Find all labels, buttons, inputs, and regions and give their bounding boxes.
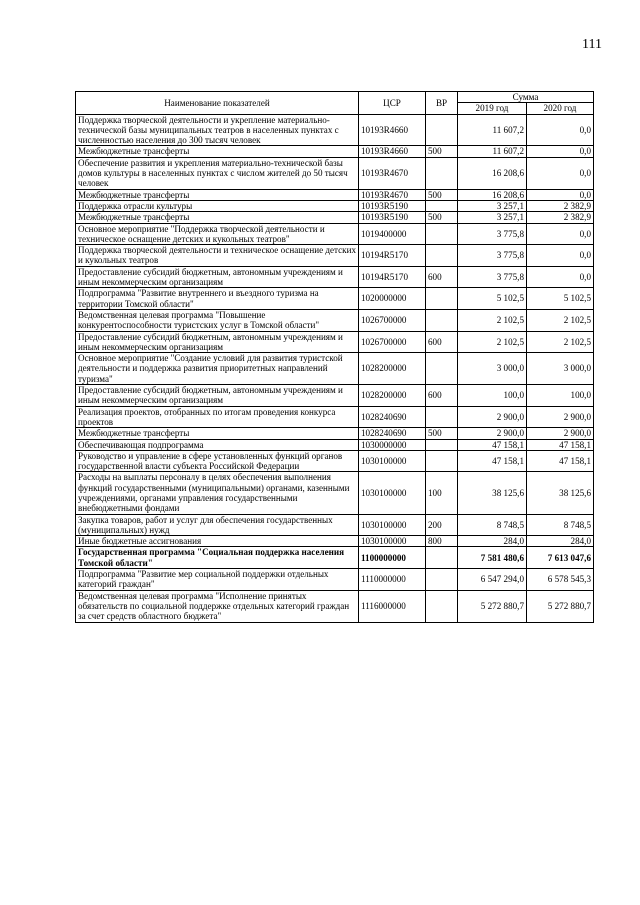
row-vr: 500 — [426, 428, 458, 439]
row-vr — [426, 223, 458, 245]
table-header — [76, 92, 594, 115]
row-vr — [426, 406, 458, 428]
row-value-2019: 38 125,6 — [458, 472, 527, 514]
header-sum: Сумма — [458, 92, 594, 103]
row-vr: 500 — [426, 189, 458, 200]
row-value-2020: 0,0 — [527, 266, 594, 288]
table-row — [76, 439, 594, 450]
row-value-2019: 5 272 880,7 — [458, 590, 527, 622]
row-name: Расходы на выплаты персоналу в целях обеспечения выполнения функций государственными (муниципальными) органами, казенными учреждениями, органами управления государственными внебюджетными фондами — [76, 472, 359, 514]
row-csr: 1100000000 — [359, 547, 426, 569]
row-csr: 1030100000 — [359, 536, 426, 547]
row-name: Предоставление субсидий бюджетным, автономным учреждениям и иным некоммерческим организациям — [76, 385, 359, 407]
table-row — [76, 547, 594, 569]
row-value-2019: 3 000,0 — [458, 353, 527, 385]
row-value-2019: 16 208,6 — [458, 189, 527, 200]
row-csr: 1026700000 — [359, 309, 426, 331]
row-vr — [426, 353, 458, 385]
row-vr — [426, 114, 458, 146]
row-value-2019: 16 208,6 — [458, 157, 527, 189]
row-value-2020: 0,0 — [527, 189, 594, 200]
row-value-2020: 7 613 047,6 — [527, 547, 594, 569]
table-row — [76, 472, 594, 514]
table-row — [76, 331, 594, 353]
row-value-2019: 3 775,8 — [458, 223, 527, 245]
row-csr: 1030100000 — [359, 472, 426, 514]
row-name: Межбюджетные трансферты — [76, 146, 359, 157]
row-value-2019: 3 775,8 — [458, 266, 527, 288]
table-row — [76, 569, 594, 591]
row-value-2020: 0,0 — [527, 223, 594, 245]
row-name: Ведомственная целевая программа "Повышение конкурентоспособности туристских услуг в Томской области" — [76, 309, 359, 331]
row-vr: 500 — [426, 212, 458, 223]
row-name: Основное мероприятие "Создание условий для развития туристской деятельности и поддержка развития приоритетных направлений туризма" — [76, 353, 359, 385]
page-number: 111 — [582, 37, 602, 52]
row-csr: 1028200000 — [359, 385, 426, 407]
row-csr: 10193R5190 — [359, 212, 426, 223]
row-vr: 800 — [426, 536, 458, 547]
row-csr: 1028200000 — [359, 353, 426, 385]
row-vr: 600 — [426, 266, 458, 288]
row-value-2019: 47 158,1 — [458, 439, 527, 450]
row-name: Государственная программа "Социальная поддержка населения Томской области" — [76, 547, 359, 569]
row-value-2020: 2 900,0 — [527, 406, 594, 428]
table-row — [76, 590, 594, 622]
row-vr — [426, 590, 458, 622]
row-value-2019: 2 900,0 — [458, 406, 527, 428]
row-value-2020: 2 900,0 — [527, 428, 594, 439]
row-value-2020: 8 748,5 — [527, 514, 594, 536]
row-csr: 10193R4660 — [359, 114, 426, 146]
row-name: Закупка товаров, работ и услуг для обеспечения государственных (муниципальных) нужд — [76, 514, 359, 536]
row-value-2019: 2 102,5 — [458, 309, 527, 331]
row-vr — [426, 309, 458, 331]
table-row — [76, 428, 594, 439]
row-csr: 1030100000 — [359, 450, 426, 472]
row-csr: 1110000000 — [359, 569, 426, 591]
table-row — [76, 353, 594, 385]
row-name: Реализация проектов, отобранных по итогам проведения конкурса проектов — [76, 406, 359, 428]
row-vr: 600 — [426, 331, 458, 353]
table-row — [76, 146, 594, 157]
row-vr — [426, 569, 458, 591]
row-csr: 1026700000 — [359, 331, 426, 353]
row-value-2019: 100,0 — [458, 385, 527, 407]
table-row — [76, 266, 594, 288]
table-row — [76, 406, 594, 428]
row-value-2019: 2 102,5 — [458, 331, 527, 353]
row-value-2020: 2 382,9 — [527, 200, 594, 211]
row-value-2020: 2 102,5 — [527, 331, 594, 353]
row-vr — [426, 245, 458, 267]
row-name: Ведомственная целевая программа "Исполнение принятых обязательств по социальной поддержке отдельных категорий граждан за счет средств областного бюджета" — [76, 590, 359, 622]
table-row — [76, 450, 594, 472]
row-name: Подпрограмма "Развитие внутреннего и въездного туризма на территории Томской области" — [76, 288, 359, 310]
row-csr: 1019400000 — [359, 223, 426, 245]
header-vr: ВР — [426, 92, 458, 115]
row-vr: 200 — [426, 514, 458, 536]
budget-table — [75, 91, 594, 623]
header-csr: ЦСР — [359, 92, 426, 115]
row-value-2019: 2 900,0 — [458, 428, 527, 439]
row-value-2020: 6 578 545,3 — [527, 569, 594, 591]
row-name: Поддержка творческой деятельности и техническое оснащение детских и кукольных театров — [76, 245, 359, 267]
row-value-2019: 284,0 — [458, 536, 527, 547]
row-csr: 1028240690 — [359, 406, 426, 428]
row-csr: 10193R4660 — [359, 146, 426, 157]
header-2019: 2019 год — [458, 103, 527, 114]
row-name: Подпрограмма "Развитие мер социальной поддержки отдельных категорий граждан" — [76, 569, 359, 591]
row-value-2020: 47 158,1 — [527, 450, 594, 472]
row-value-2020: 0,0 — [527, 157, 594, 189]
header-2020: 2020 год — [527, 103, 594, 114]
row-csr: 10193R4670 — [359, 157, 426, 189]
table-row — [76, 212, 594, 223]
row-vr — [426, 450, 458, 472]
row-value-2020: 0,0 — [527, 245, 594, 267]
table-row — [76, 288, 594, 310]
table-row — [76, 385, 594, 407]
row-name: Поддержка отрасли культуры — [76, 200, 359, 211]
row-value-2019: 5 102,5 — [458, 288, 527, 310]
row-value-2019: 47 158,1 — [458, 450, 527, 472]
row-vr — [426, 288, 458, 310]
row-name: Предоставление субсидий бюджетным, автономным учреждениям и иным некоммерческим организациям — [76, 331, 359, 353]
header-name: Наименование показателей — [76, 92, 359, 115]
table-row — [76, 245, 594, 267]
row-vr — [426, 157, 458, 189]
row-vr: 600 — [426, 385, 458, 407]
table-row — [76, 223, 594, 245]
row-value-2020: 0,0 — [527, 146, 594, 157]
row-csr: 10194R5170 — [359, 266, 426, 288]
table-row — [76, 189, 594, 200]
row-value-2020: 5 272 880,7 — [527, 590, 594, 622]
row-value-2020: 2 382,9 — [527, 212, 594, 223]
row-csr: 10193R5190 — [359, 200, 426, 211]
row-value-2019: 3 257,1 — [458, 200, 527, 211]
table-row — [76, 157, 594, 189]
row-name: Межбюджетные трансферты — [76, 428, 359, 439]
row-name: Межбюджетные трансферты — [76, 189, 359, 200]
row-value-2019: 11 607,2 — [458, 114, 527, 146]
table-row — [76, 309, 594, 331]
table-row — [76, 200, 594, 211]
table-row — [76, 514, 594, 536]
row-name: Обеспечивающая подпрограмма — [76, 439, 359, 450]
row-value-2019: 11 607,2 — [458, 146, 527, 157]
row-vr: 100 — [426, 472, 458, 514]
row-name: Межбюджетные трансферты — [76, 212, 359, 223]
row-value-2019: 3 257,1 — [458, 212, 527, 223]
table-row — [76, 114, 594, 146]
row-value-2020: 47 158,1 — [527, 439, 594, 450]
row-csr: 1030100000 — [359, 514, 426, 536]
row-name: Иные бюджетные ассигнования — [76, 536, 359, 547]
row-name: Предоставление субсидий бюджетным, автономным учреждениям и иным некоммерческим организациям — [76, 266, 359, 288]
row-vr: 500 — [426, 146, 458, 157]
row-value-2019: 8 748,5 — [458, 514, 527, 536]
row-value-2020: 0,0 — [527, 114, 594, 146]
row-value-2020: 100,0 — [527, 385, 594, 407]
row-name: Обеспечение развития и укрепления материально-технической базы домов культуры в населенных пунктах с числом жителей до 50 тысяч человек — [76, 157, 359, 189]
row-vr — [426, 547, 458, 569]
table-row — [76, 536, 594, 547]
row-csr: 1028240690 — [359, 428, 426, 439]
row-name: Основное мероприятие "Поддержка творческой деятельности и техническое оснащение детских и кукольных театров" — [76, 223, 359, 245]
row-value-2019: 3 775,8 — [458, 245, 527, 267]
row-csr: 10194R5170 — [359, 245, 426, 267]
row-value-2020: 5 102,5 — [527, 288, 594, 310]
row-vr — [426, 200, 458, 211]
row-csr: 1030000000 — [359, 439, 426, 450]
row-name: Руководство и управление в сфере установленных функций органов государственной власти субъекта Российской Федерации — [76, 450, 359, 472]
table-body — [76, 114, 594, 622]
row-csr: 10193R4670 — [359, 189, 426, 200]
row-value-2020: 38 125,6 — [527, 472, 594, 514]
row-csr: 1116000000 — [359, 590, 426, 622]
row-vr — [426, 439, 458, 450]
row-csr: 1020000000 — [359, 288, 426, 310]
row-name: Поддержка творческой деятельности и укрепление материально-технической базы муниципальных театров в населенных пунктах с численностью населения до 300 тысяч человек — [76, 114, 359, 146]
row-value-2019: 7 581 480,6 — [458, 547, 527, 569]
row-value-2019: 6 547 294,0 — [458, 569, 527, 591]
row-value-2020: 2 102,5 — [527, 309, 594, 331]
row-value-2020: 284,0 — [527, 536, 594, 547]
row-value-2020: 3 000,0 — [527, 353, 594, 385]
